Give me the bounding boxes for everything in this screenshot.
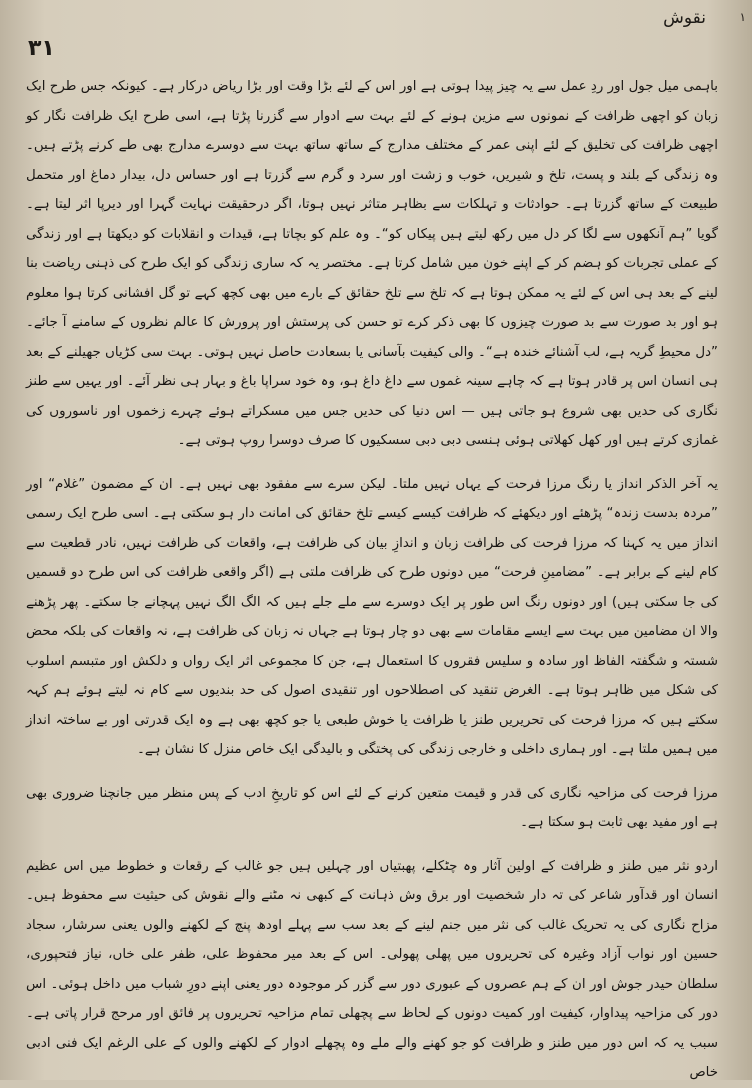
page-number: ۳۱ (28, 36, 55, 61)
paragraph-3: مرزا فرحت کی مزاحیہ نگاری کی قدر و قیمت متعین کرنے کے لئے اس کو تاریخِ ادب کے پس منظر میں جانچنا ضروری بھی ہے اور مفید بھی ثابت ہو سکتا ہے۔ (26, 785, 718, 830)
paragraph-1: باہمی میل جول اور ردِ عمل سے یہ چیز پیدا ہوتی ہے اور اس کے لئے بڑا وقت اور بڑا ریاض درکار ہے۔ کیونکہ جس طرح ایک زبان کو اچھی ظرافت کے نمونوں سے مزین ہونے کے لئے بہت سے ادوار سے گزرنا پڑتا ہے، اسی طرح ایک ظرافت نگار کو اچھی ظرافت کی تخلیق کے لئے اپنی عمر کے مختلف مدارج کے ساتھ ساتھ بہت سے دوسرے مدارج بھی طے کرنے پڑتے ہیں۔ وہ زندگی کے بلند و پست، تلخ و شیریں، خوب و زشت اور سرد و گرم سے گزرتا ہے اور حساس دل، بیدار دماغ اور متحمل طبیعت کے ساتھ گزرتا ہے۔ حوادثات و تہلکات سے بظاہر متاثر نہیں ہوتا، اگر درحقیقت نہایت گہرا اور دیرپا اثر لیتا ہے۔ گویا ”ہم آنکھوں سے لگا کر دل میں رکھ لیتے ہیں پیکاں کو“۔ وہ علم کو بچاتا ہے، قیدات و انقلابات کو دیکھتا ہے اور زندگی کے عملی تجربات کو ہضم کر کے اپنے خون میں شامل کرتا ہے۔ مختصر یہ کہ ساری زندگی کو ایک طرح کی ذہنی ریاضت بنا لینے کے بعد ہی اس کے لئے یہ ممکن ہوتا ہے کہ تلخ سے تلخ حقائق کے بارے میں بھی کچھ کہے تو گل افشانی کرتا ہوا معلوم ہو اور بد صورت سے بد صورت چیزوں کا بھی ذکر کرے تو حسن کی پرستش اور پرورش کا عالم نظروں کے سامنے آ جائے۔ ”دل محیطِ گریہ ہے، لب آشنائے خندہ ہے“۔ والی کیفیت بآسانی یا بسعادت حاصل نہیں ہوتی۔ بہت سی کڑیاں جھیلنے کے بعد ہی انسان اس پر قادر ہوتا ہے کہ چاہے سینہ غموں سے داغ داغ ہو، وہ خود سراپا باغ و بہار ہی نظر آئے۔ اور یہیں سے طنز نگاری کی حدیں بھی شروع ہو جاتی ہیں — اس دنیا کی حدیں جس میں مسکراتے ہوئے چہرے زخموں اور ناسوروں کی غمازی کرتے ہیں اور کھل کھلاتی ہوئی ہنسی دبی دبی سسکیوں کا صرف دوسرا روپ ہوتی ہے۔ (26, 79, 718, 448)
paragraph-4: اردو نثر میں طنز و ظرافت کے اولین آثار وہ چٹکلے، پھبتیاں اور چہلیں ہیں جو غالب کے رقعات و خطوط میں اس عظیم انسان اور قدآور شاعر کی تہ دار شخصیت اور برق وش ذہانت کے کبھی نہ مٹنے والے نقوش کی حیثیت سے محفوظ ہیں۔ مزاح نگاری کی یہ تحریک غالب کی نثر میں جنم لینے کے بعد سب سے پہلے اودھ پنچ کے لکھنے والوں یعنی سرشار، سجاد حسین اور نواب آزاد وغیرہ کی تحریروں میں پھلی پھولی۔ اس کے بعد میر محفوظ علی، ظفر علی خاں، نیاز فتحپوری، سلطان حیدر جوش اور ان کے ہم عصروں کے عبوری دور سے گزر کر موجودہ دور یعنی اپنے دورِ شباب میں داخل ہوئی۔ اس دور کی مزاحیہ پیداوار، کیفیت اور کمیت دونوں کے لحاظ سے پچھلی تمام مزاحیہ تحریروں پر فائق اور مرحج قرار پاتی ہے۔ سبب یہ کہ اس دور میں طنز و ظرافت کو جو کھنے والے ملے وہ پچھلے ادوار کے لکھنے والوں کے علی الرغم ایک فنی ادبی خاص (26, 858, 718, 1080)
page-edge-mark: ۱ (739, 10, 746, 24)
body-text (26, 72, 718, 1080)
paragraph-2: یہ آخر الذکر انداز یا رنگ مرزا فرحت کے یہاں نہیں ملتا۔ لیکن سرے سے مفقود بھی نہیں ہے۔ ان کے مضمون ”غلام“ اور ”مردہ بدست زندہ“ پڑھئے اور دیکھئے کہ ظرافت کیسے کیسے تلخ حقائق کی امانت دار ہو سکتی ہے۔ اسی طرح ایک رسمی انداز میں یہ کہنا کہ مرزا فرحت کی ظرافت زبان و اندازِ بیان کی ظرافت ہے، واقعات کی ظرافت نہیں، نادر قطعیت سے کام لینے کے برابر ہے۔ ”مضامینِ فرحت“ میں دونوں طرح کی ظرافت ملتی ہے (اگر واقعی ظرافت کی اس طرح دو قسمیں کی جا سکتی ہیں) اور دونوں رنگ اس طور پر ایک دوسرے سے ملے جلے ہیں کہ الگ الگ نہیں پہچانے جا سکتے۔ پھر پڑھنے والا ان مضامین میں بہت سے ایسے مقامات سے بھی دو چار ہوتا ہے جہاں نہ زبان کی ظرافت ہے، نہ واقعات کی بلکہ محض شستہ و شگفتہ الفاظ اور سادہ و سلیس فقروں کا استعمال ہے، جن کا مجموعی اثر ایک رواں و دلکش اور متبسم اسلوب کی شکل میں ظاہر ہوتا ہے۔ الغرض تنقید کی اصطلاحوں اور تنقیدی اصول کی حد بندیوں سے کام نہ لیتے ہوئے ہم کہہ سکتے ہیں کہ مرزا فرحت کی تحریریں طنز یا ظرافت یا خوش طبعی یا جو کچھ بھی ہے وہ ایک قدرتی اور بے ساختہ انداز میں ہمیں ملتا ہے۔ اور ہماری داخلی و خارجی زندگی کی پختگی و بالیدگی ایک خاص منزل کا نشان ہے۔ (26, 476, 718, 757)
running-head: نقوش (663, 8, 706, 28)
